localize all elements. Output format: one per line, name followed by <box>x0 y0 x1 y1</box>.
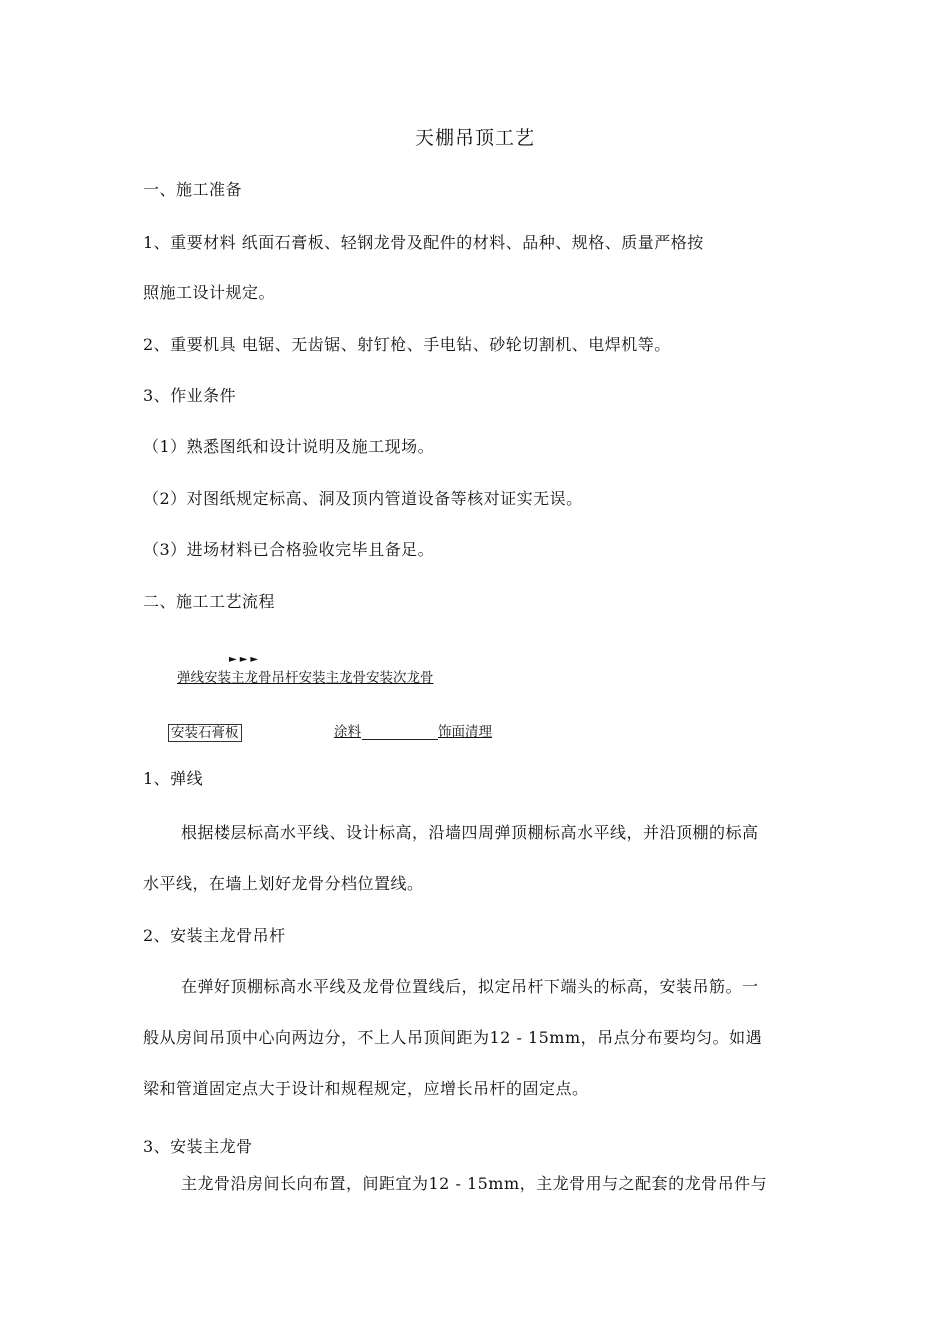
flow-step-coating: 涂料 <box>334 724 361 740</box>
step-heading-snap-line: 1、弹线 <box>143 769 204 788</box>
step-snap-line-text-1: 根据楼层标高水平线、设计标高，沿墙四周弹顶棚标高水平线，并沿顶棚的标高 <box>181 823 759 842</box>
step-heading-main-keel: 3、安装主龙骨 <box>143 1137 253 1156</box>
flow-row-1: 弹线安装主龙骨吊杆安装主龙骨安装次龙骨 <box>177 670 434 686</box>
section-heading-process: 二、施工工艺流程 <box>143 592 276 611</box>
paragraph-conditions-heading: 3、作业条件 <box>143 386 237 405</box>
step-hanger-rod-text-1: 在弹好顶棚标高水平线及龙骨位置线后，拟定吊杆下端头的标高，安装吊筋。一 <box>181 977 759 996</box>
flow-step-gypsum-board: 安装石膏板 <box>168 724 242 742</box>
section-heading-preparation: 一、施工准备 <box>143 180 243 199</box>
condition-item-1: （1）熟悉图纸和设计说明及施工现场。 <box>143 437 435 456</box>
flow-arrows-icon: ►►► <box>229 654 262 665</box>
paragraph-tools: 2、重要机具 电锯、无齿锯、射钉枪、手电钻、砂轮切割机、电焊机等。 <box>143 335 671 354</box>
flow-step-cleaning: 饰面清理 <box>438 724 492 740</box>
step-heading-hanger-rod: 2、安装主龙骨吊杆 <box>143 926 286 945</box>
step-hanger-rod-text-3: 梁和管道固定点大于设计和规程规定，应增长吊杆的固定点。 <box>143 1079 589 1098</box>
paragraph-materials-line2: 照施工设计规定。 <box>143 283 276 302</box>
step-hanger-rod-text-2: 般从房间吊顶中心向两边分，不上人吊顶间距为12 - 15mm，吊点分布要均匀。如遇 <box>143 1028 763 1047</box>
document-title: 天棚吊顶工艺 <box>414 127 535 149</box>
condition-item-3: （3）进场材料已合格验收完毕且备足。 <box>143 540 435 559</box>
step-main-keel-text-1: 主龙骨沿房间长向布置，间距宜为12 - 15mm，主龙骨用与之配套的龙骨吊件与 <box>181 1174 768 1193</box>
condition-item-2: （2）对图纸规定标高、洞及顶内管道设备等核对证实无误。 <box>143 489 583 508</box>
step-snap-line-text-2: 水平线，在墙上划好龙骨分档位置线。 <box>143 874 424 893</box>
flow-connector-line <box>362 739 438 740</box>
paragraph-materials-line1: 1、重要材料 纸面石膏板、轻钢龙骨及配件的材料、品种、规格、质量严格按 <box>143 233 704 252</box>
